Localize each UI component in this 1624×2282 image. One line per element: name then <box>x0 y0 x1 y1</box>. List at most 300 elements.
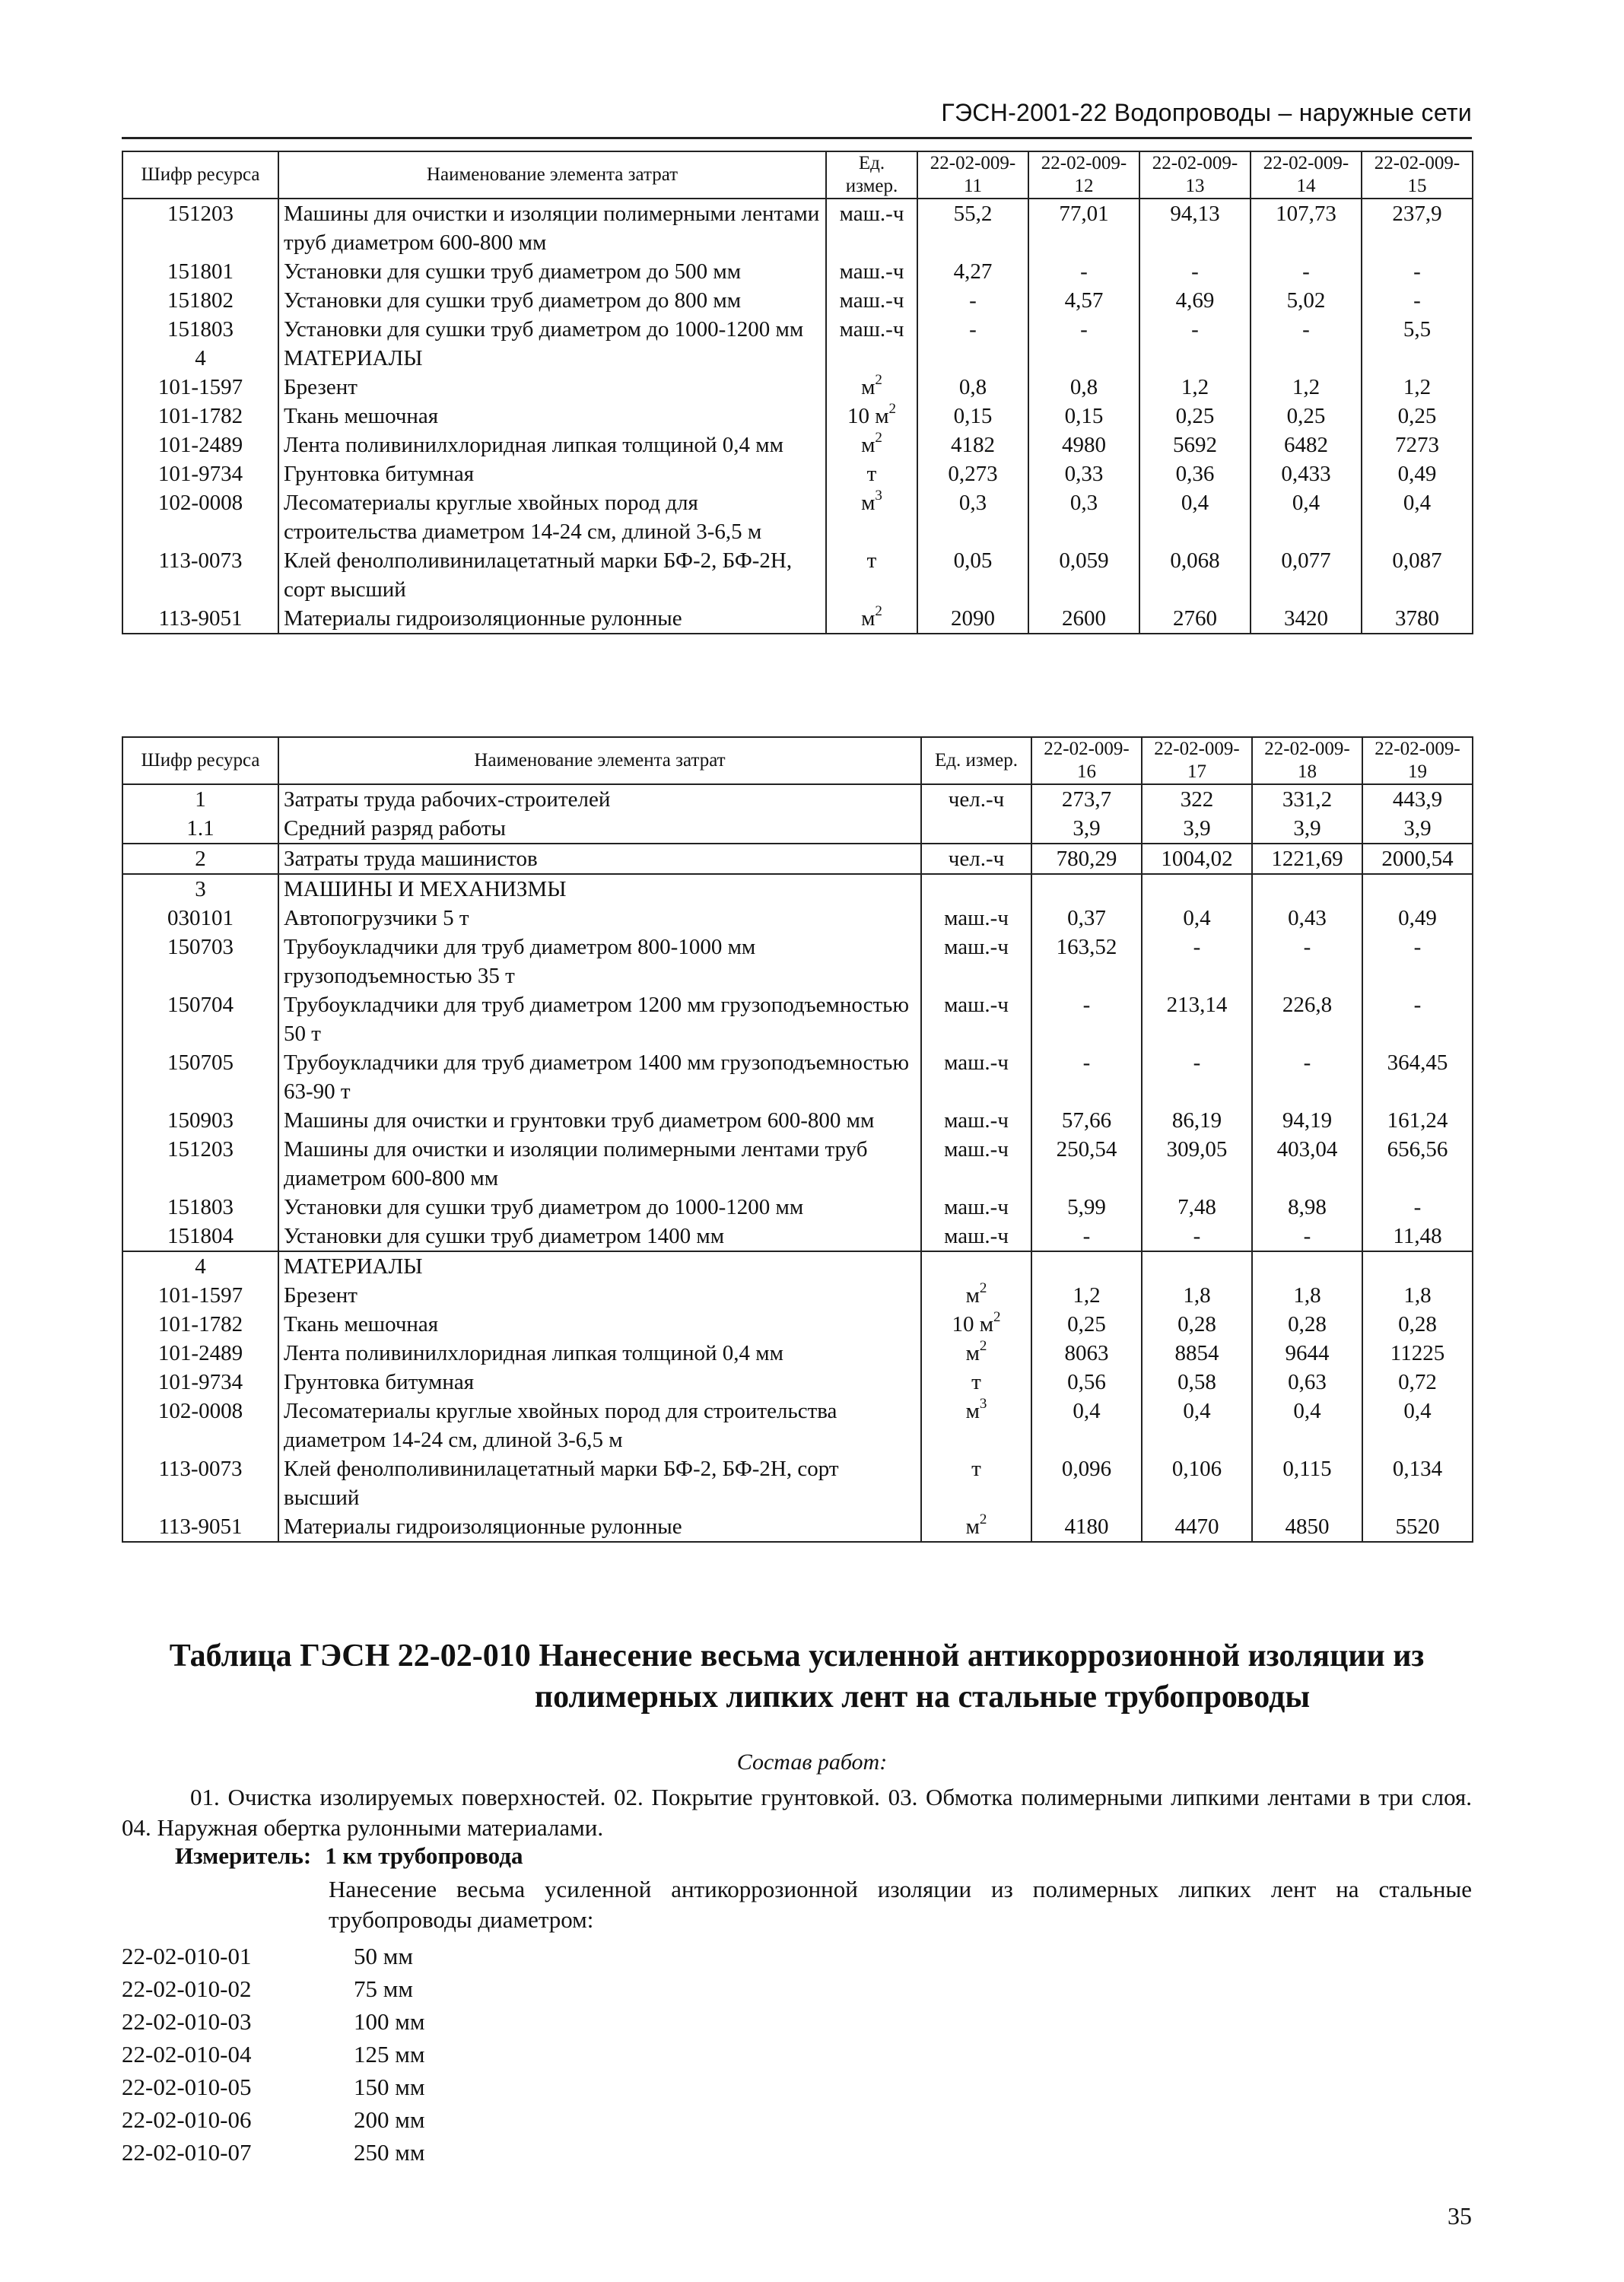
value-cell <box>1028 344 1139 373</box>
resource-code: 150903 <box>122 1106 278 1135</box>
unit: маш.-ч <box>921 1048 1031 1106</box>
resource-code: 151801 <box>122 257 278 286</box>
value-cell: 226,8 <box>1252 990 1362 1048</box>
value-cell: 4180 <box>1031 1512 1142 1542</box>
value-cell: 0,3 <box>1028 488 1139 546</box>
list-item <box>122 1940 424 1972</box>
value-cell: 4850 <box>1252 1512 1362 1542</box>
value-cell: 3,9 <box>1031 814 1142 844</box>
resource-code: 151802 <box>122 286 278 315</box>
value-cell: 322 <box>1142 784 1252 814</box>
header-col: 22-02-009-19 <box>1362 737 1473 784</box>
unit: маш.-ч <box>921 1106 1031 1135</box>
resource-code: 150705 <box>122 1048 278 1106</box>
unit: маш.-ч <box>826 286 917 315</box>
resource-code: 101-1782 <box>122 402 278 431</box>
section-title-line1: Таблица ГЭСН 22-02-010 Нанесение весьма усиленной антикоррозионной изоляции из <box>169 1638 1425 1673</box>
value-cell: 0,4 <box>1142 904 1252 933</box>
resource-name: Клей фенолполивинилацетатный марки БФ-2, БФ-2Н, сорт высший <box>278 1454 921 1512</box>
table-header-row <box>122 151 1473 199</box>
table-row <box>122 286 1473 315</box>
unit-exponent: 2 <box>888 401 897 418</box>
value-cell: - <box>1031 1222 1142 1251</box>
value-cell: 0,56 <box>1031 1368 1142 1397</box>
value-cell: 163,52 <box>1031 933 1142 990</box>
resource-name: МАТЕРИАЛЫ <box>278 344 826 373</box>
value-cell: 5520 <box>1362 1512 1473 1542</box>
resource-name: Машины для очистки и изоляции полимерными лентами труб диаметром 600-800 мм <box>278 199 826 257</box>
value-cell: 0,36 <box>1139 459 1251 488</box>
resource-name: Брезент <box>278 1281 921 1310</box>
header-col: 22-02-009-14 <box>1251 151 1362 199</box>
value-cell: 4182 <box>917 431 1028 459</box>
value-cell: 0,15 <box>1028 402 1139 431</box>
value-cell: 331,2 <box>1252 784 1362 814</box>
value-cell: 250,54 <box>1031 1135 1142 1193</box>
resource-code: 151803 <box>122 315 278 344</box>
value-cell: - <box>1252 1222 1362 1251</box>
resource-code: 101-1597 <box>122 373 278 402</box>
measure-label: Измеритель: <box>175 1842 312 1869</box>
value-cell: 0,37 <box>1031 904 1142 933</box>
unit: маш.-ч <box>921 904 1031 933</box>
value-cell: 656,56 <box>1362 1135 1473 1193</box>
value-cell: - <box>1362 1193 1473 1222</box>
value-cell: 4,69 <box>1139 286 1251 315</box>
table-row <box>122 1193 1473 1222</box>
pipe-diameter: 50 мм <box>354 1943 413 1969</box>
table-row <box>122 844 1473 874</box>
value-cell: 5,5 <box>1362 315 1473 344</box>
value-cell: 3420 <box>1251 604 1362 634</box>
section-title-line2: полимерных липких лент на стальные трубопроводы <box>534 1680 1311 1715</box>
page-number: 35 <box>1448 2202 1472 2230</box>
value-cell: 0,25 <box>1362 402 1473 431</box>
table-row <box>122 1310 1473 1339</box>
value-cell <box>1031 1251 1142 1281</box>
unit: 10 $м^2$ <box>921 1310 1031 1339</box>
value-cell: 0,49 <box>1362 904 1473 933</box>
value-cell: 0,25 <box>1251 402 1362 431</box>
running-header <box>122 97 1472 139</box>
norm-code: 22-02-010-05 <box>122 2074 252 2100</box>
resource-code: 4 <box>122 344 278 373</box>
value-cell: 0,115 <box>1252 1454 1362 1512</box>
value-cell: - <box>1028 315 1139 344</box>
resource-name: МАШИНЫ И МЕХАНИЗМЫ <box>278 874 921 904</box>
value-cell: 8,98 <box>1252 1193 1362 1222</box>
resource-code: 3 <box>122 874 278 904</box>
value-cell <box>1142 874 1252 904</box>
value-cell: 364,45 <box>1362 1048 1473 1106</box>
pipe-diameter: 75 мм <box>354 1975 413 2002</box>
resource-code: 101-1597 <box>122 1281 278 1310</box>
table-row <box>122 546 1473 604</box>
value-cell: - <box>1362 990 1473 1048</box>
resource-code: 151203 <box>122 1135 278 1193</box>
value-cell: 1,8 <box>1142 1281 1252 1310</box>
table-row <box>122 459 1473 488</box>
table-row <box>122 1397 1473 1454</box>
value-cell: - <box>1139 257 1251 286</box>
value-cell: 7273 <box>1362 431 1473 459</box>
value-cell: 1,2 <box>1139 373 1251 402</box>
value-cell: 9644 <box>1252 1339 1362 1368</box>
resource-code: 113-9051 <box>122 1512 278 1542</box>
measure-value: 1 км трубопровода <box>325 1842 523 1869</box>
value-cell: 0,4 <box>1251 488 1362 546</box>
value-cell: 1,2 <box>1362 373 1473 402</box>
value-cell: 5,99 <box>1031 1193 1142 1222</box>
value-cell: 0,58 <box>1142 1368 1252 1397</box>
unit: маш.-ч <box>921 1135 1031 1193</box>
resource-name: Материалы гидроизоляционные рулонные <box>278 604 826 634</box>
section-title <box>122 1635 1472 1718</box>
value-cell: 11,48 <box>1362 1222 1473 1251</box>
value-cell: 0,4 <box>1031 1397 1142 1454</box>
value-cell: 237,9 <box>1362 199 1473 257</box>
unit: $м^2$ <box>826 373 917 402</box>
value-cell: 1,8 <box>1252 1281 1362 1310</box>
resource-code: 102-0008 <box>122 1397 278 1454</box>
value-cell <box>1362 874 1473 904</box>
pipe-diameter: 200 мм <box>354 2106 425 2133</box>
resource-name: Трубоукладчики для труб диаметром 1200 мм грузоподъемностью 50 т <box>278 990 921 1048</box>
header-col: 22-02-009-11 <box>917 151 1028 199</box>
value-cell: 3780 <box>1362 604 1473 634</box>
header-unit: Ед. измер. <box>826 151 917 199</box>
value-cell <box>1252 874 1362 904</box>
resource-code: 113-9051 <box>122 604 278 634</box>
list-item <box>122 2136 424 2169</box>
table-row <box>122 1106 1473 1135</box>
header-code: Шифр ресурса <box>122 151 278 199</box>
value-cell: 0,3 <box>917 488 1028 546</box>
pipe-diameter: 100 мм <box>354 2008 425 2035</box>
header-unit: Ед. измер. <box>921 737 1031 784</box>
resource-name: Брезент <box>278 373 826 402</box>
value-cell: 7,48 <box>1142 1193 1252 1222</box>
table-row <box>122 814 1473 844</box>
resource-name: Машины для очистки и грунтовки труб диаметром 600-800 мм <box>278 1106 921 1135</box>
value-cell: 0,4 <box>1362 1397 1473 1454</box>
value-cell: - <box>1252 1048 1362 1106</box>
unit: чел.-ч <box>921 844 1031 874</box>
header-col: 22-02-009-15 <box>1362 151 1473 199</box>
value-cell: 0,25 <box>1031 1310 1142 1339</box>
value-cell: - <box>917 315 1028 344</box>
resource-code: 4 <box>122 1251 278 1281</box>
resource-code: 102-0008 <box>122 488 278 546</box>
value-cell: 0,068 <box>1139 546 1251 604</box>
measure-line <box>175 1842 523 1870</box>
value-cell: - <box>1031 1048 1142 1106</box>
resource-code: 150703 <box>122 933 278 990</box>
value-cell: 0,63 <box>1252 1368 1362 1397</box>
value-cell: 86,19 <box>1142 1106 1252 1135</box>
table-row <box>122 431 1473 459</box>
value-cell <box>1252 1251 1362 1281</box>
value-cell: - <box>917 286 1028 315</box>
value-cell: 443,9 <box>1362 784 1473 814</box>
resource-name: Ткань мешочная <box>278 402 826 431</box>
unit: $м^2$ <box>826 431 917 459</box>
value-cell: 0,059 <box>1028 546 1139 604</box>
value-cell: 1221,69 <box>1252 844 1362 874</box>
value-cell: 0,25 <box>1139 402 1251 431</box>
norm-code: 22-02-010-02 <box>122 1975 252 2002</box>
value-cell: 2090 <box>917 604 1028 634</box>
header-col: 22-02-009-17 <box>1142 737 1252 784</box>
resource-code: 151803 <box>122 1193 278 1222</box>
header-title: ГЭСН-2001-22 Водопроводы – наружные сети <box>941 99 1472 126</box>
unit: $м^2$ <box>921 1281 1031 1310</box>
value-cell: 0,28 <box>1142 1310 1252 1339</box>
value-cell: 1,2 <box>1031 1281 1142 1310</box>
value-cell: 0,8 <box>917 373 1028 402</box>
resource-name: Затраты труда рабочих-строителей <box>278 784 921 814</box>
value-cell: 0,05 <box>917 546 1028 604</box>
value-cell <box>917 344 1028 373</box>
unit: маш.-ч <box>921 1222 1031 1251</box>
value-cell: 8063 <box>1031 1339 1142 1368</box>
resource-name: Грунтовка битумная <box>278 1368 921 1397</box>
value-cell: 309,05 <box>1142 1135 1252 1193</box>
value-cell: 0,49 <box>1362 459 1473 488</box>
resource-name: Клей фенолполивинилацетатный марки БФ-2, БФ-2Н, сорт высший <box>278 546 826 604</box>
norm-code: 22-02-010-01 <box>122 1943 252 1969</box>
table-row <box>122 933 1473 990</box>
table-row <box>122 1135 1473 1193</box>
value-cell: 0,15 <box>917 402 1028 431</box>
resource-code: 1.1 <box>122 814 278 844</box>
works-text: 01. Очистка изолируемых поверхностей. 02. Покрытие грунтовкой. 03. Обмотка полимерными липкими лентами в три слоя. 04. Наружная обертка рулонными материалами. <box>122 1784 1472 1841</box>
unit: т <box>921 1454 1031 1512</box>
value-cell <box>1142 1251 1252 1281</box>
value-cell: 5,02 <box>1251 286 1362 315</box>
value-cell <box>1251 344 1362 373</box>
value-cell: - <box>1139 315 1251 344</box>
resource-name: Установки для сушки труб диаметром до 1000-1200 мм <box>278 315 826 344</box>
norm-code: 22-02-010-07 <box>122 2139 252 2166</box>
value-cell: - <box>1362 286 1473 315</box>
value-cell: 6482 <box>1251 431 1362 459</box>
unit-exponent: 2 <box>993 1309 1001 1326</box>
value-cell: 0,28 <box>1362 1310 1473 1339</box>
resource-code: 101-1782 <box>122 1310 278 1339</box>
unit: маш.-ч <box>921 990 1031 1048</box>
unit <box>921 814 1031 844</box>
value-cell <box>1362 1251 1473 1281</box>
resource-code: 2 <box>122 844 278 874</box>
unit: т <box>826 459 917 488</box>
value-cell: - <box>1252 933 1362 990</box>
resource-name: Лесоматериалы круглые хвойных пород для строительства диаметром 14-24 см, длиной 3-6,5 м <box>278 1397 921 1454</box>
section-row <box>122 344 1473 373</box>
header-col: 22-02-009-13 <box>1139 151 1251 199</box>
value-cell: 94,13 <box>1139 199 1251 257</box>
unit: маш.-ч <box>826 315 917 344</box>
value-cell: 2760 <box>1139 604 1251 634</box>
value-cell: 4470 <box>1142 1512 1252 1542</box>
resource-code: 101-9734 <box>122 459 278 488</box>
header-col: 22-02-009-18 <box>1252 737 1362 784</box>
value-cell <box>1362 344 1473 373</box>
unit: $м^2$ <box>826 604 917 634</box>
resource-name: Установки для сушки труб диаметром до 800 мм <box>278 286 826 315</box>
list-item <box>122 1972 424 2005</box>
table-row <box>122 373 1473 402</box>
resource-code: 101-2489 <box>122 431 278 459</box>
table-row <box>122 402 1473 431</box>
norm-code-list <box>122 1940 424 2169</box>
value-cell: 4980 <box>1028 431 1139 459</box>
value-cell: 0,4 <box>1142 1397 1252 1454</box>
unit: 10 $м^2$ <box>826 402 917 431</box>
value-cell: 11225 <box>1362 1339 1473 1368</box>
value-cell: - <box>1362 933 1473 990</box>
list-item <box>122 2005 424 2038</box>
norm-code: 22-02-010-03 <box>122 2008 252 2035</box>
norm-code: 22-02-010-06 <box>122 2106 252 2133</box>
description: Нанесение весьма усиленной антикоррозионной изоляции из полимерных липких лент на стальные трубопроводы диаметром: <box>329 1876 1472 1933</box>
unit: $м^2$ <box>921 1512 1031 1542</box>
unit: т <box>826 546 917 604</box>
unit: маш.-ч <box>826 199 917 257</box>
value-cell: 0,134 <box>1362 1454 1473 1512</box>
value-cell: 5692 <box>1139 431 1251 459</box>
value-cell: 273,7 <box>1031 784 1142 814</box>
unit-exponent: 2 <box>979 1338 987 1355</box>
table-row <box>122 257 1473 286</box>
resource-table-1 <box>122 151 1473 634</box>
resource-name: Лента поливинилхлоридная липкая толщиной 0,4 мм <box>278 1339 921 1368</box>
table-row <box>122 488 1473 546</box>
table-row <box>122 990 1473 1048</box>
value-cell: 0,4 <box>1139 488 1251 546</box>
value-cell: - <box>1251 315 1362 344</box>
list-item <box>122 2038 424 2071</box>
table-row <box>122 604 1473 634</box>
value-cell: - <box>1142 1048 1252 1106</box>
value-cell: 0,33 <box>1028 459 1139 488</box>
value-cell: - <box>1031 990 1142 1048</box>
unit: т <box>921 1368 1031 1397</box>
resource-code: 150704 <box>122 990 278 1048</box>
value-cell: - <box>1142 933 1252 990</box>
resource-code: 113-0073 <box>122 1454 278 1512</box>
value-cell: 403,04 <box>1252 1135 1362 1193</box>
unit-exponent: 2 <box>979 1280 987 1297</box>
table-row <box>122 1454 1473 1512</box>
table-row <box>122 1368 1473 1397</box>
value-cell: 213,14 <box>1142 990 1252 1048</box>
pipe-diameter: 250 мм <box>354 2139 425 2166</box>
unit-exponent: 3 <box>979 1396 987 1413</box>
table-row <box>122 1222 1473 1251</box>
unit-exponent: 3 <box>875 488 882 504</box>
value-cell: 57,66 <box>1031 1106 1142 1135</box>
resource-name: Установки для сушки труб диаметром 1400 мм <box>278 1222 921 1251</box>
pipe-diameter: 125 мм <box>354 2041 425 2067</box>
value-cell: 4,57 <box>1028 286 1139 315</box>
table-row <box>122 1048 1473 1106</box>
resource-name: Трубоукладчики для труб диаметром 1400 мм грузоподъемностью 63-90 т <box>278 1048 921 1106</box>
table-row <box>122 1281 1473 1310</box>
resource-name: МАТЕРИАЛЫ <box>278 1251 921 1281</box>
unit: маш.-ч <box>921 933 1031 990</box>
norm-code: 22-02-010-04 <box>122 2041 252 2067</box>
value-cell: 94,19 <box>1252 1106 1362 1135</box>
section-row <box>122 874 1473 904</box>
list-item <box>122 2103 424 2136</box>
unit-exponent: 2 <box>875 603 882 620</box>
header-col: 22-02-009-12 <box>1028 151 1139 199</box>
header-col: 22-02-009-16 <box>1031 737 1142 784</box>
value-cell <box>1139 344 1251 373</box>
value-cell: 0,106 <box>1142 1454 1252 1512</box>
value-cell <box>1031 874 1142 904</box>
value-cell: - <box>1362 257 1473 286</box>
unit: чел.-ч <box>921 784 1031 814</box>
unit: $м^3$ <box>921 1397 1031 1454</box>
table-row <box>122 1512 1473 1542</box>
resource-code: 151203 <box>122 199 278 257</box>
value-cell: 2600 <box>1028 604 1139 634</box>
value-cell: 161,24 <box>1362 1106 1473 1135</box>
table-row <box>122 1339 1473 1368</box>
resource-name: Затраты труда машинистов <box>278 844 921 874</box>
value-cell: 1004,02 <box>1142 844 1252 874</box>
header-name: Наименование элемента затрат <box>278 151 826 199</box>
value-cell: 8854 <box>1142 1339 1252 1368</box>
resource-name: Лента поливинилхлоридная липкая толщиной 0,4 мм <box>278 431 826 459</box>
value-cell: 0,096 <box>1031 1454 1142 1512</box>
resource-table-2 <box>122 736 1473 1543</box>
value-cell: - <box>1028 257 1139 286</box>
unit-exponent: 2 <box>979 1511 987 1528</box>
value-cell: 0,087 <box>1362 546 1473 604</box>
resource-code: 1 <box>122 784 278 814</box>
resource-code: 101-2489 <box>122 1339 278 1368</box>
unit: маш.-ч <box>921 1193 1031 1222</box>
list-item <box>122 2071 424 2103</box>
value-cell: - <box>1251 257 1362 286</box>
resource-code: 101-9734 <box>122 1368 278 1397</box>
value-cell: 0,433 <box>1251 459 1362 488</box>
value-cell: 0,43 <box>1252 904 1362 933</box>
value-cell: 0,28 <box>1252 1310 1362 1339</box>
unit <box>921 1251 1031 1281</box>
unit: $м^3$ <box>826 488 917 546</box>
value-cell: 2000,54 <box>1362 844 1473 874</box>
value-cell: 107,73 <box>1251 199 1362 257</box>
table-header-row <box>122 737 1473 784</box>
resource-name: Средний разряд работы <box>278 814 921 844</box>
value-cell: 1,8 <box>1362 1281 1473 1310</box>
resource-name: Автопогрузчики 5 т <box>278 904 921 933</box>
resource-name: Установки для сушки труб диаметром до 1000-1200 мм <box>278 1193 921 1222</box>
value-cell: 0,4 <box>1252 1397 1362 1454</box>
unit-exponent: 2 <box>875 372 882 389</box>
unit <box>921 874 1031 904</box>
resource-code: 030101 <box>122 904 278 933</box>
resource-name: Установки для сушки труб диаметром до 500 мм <box>278 257 826 286</box>
value-cell: 0,273 <box>917 459 1028 488</box>
value-cell: 55,2 <box>917 199 1028 257</box>
unit: $м^2$ <box>921 1339 1031 1368</box>
pipe-diameter: 150 мм <box>354 2074 425 2100</box>
